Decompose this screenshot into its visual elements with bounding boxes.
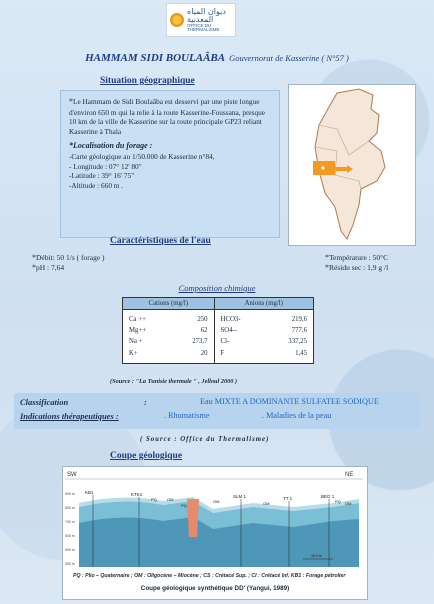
cations-header: Cations (mg/l) [123,298,215,310]
cation-row: Mg++ 62 [129,327,208,335]
cation-row: Na + 273,7 [129,338,208,346]
composition-source: (Source : "La Tunisie thermale " , Jelloul 2000 ) [110,378,238,385]
classification-colon: : [144,397,147,407]
localisation-line: - Longitude : 07° 12' 80" [69,161,142,171]
well-label: SLM 1 [233,494,247,499]
cation-row: Ca ++ 250 [129,316,208,323]
y-tick: 700 m [65,520,75,524]
situation-description: *Le Hammam de Sidi Boulaâba est desservi par une piste longue d'environ 650 m qui la relie à la route Kasserine-Foussana, presque 10 km de la ville de Kasserine sur la route principale GP23 reliant Kasserine à Thala [69,97,266,136]
indication-peau: . Maladies de la peau [262,411,332,420]
indication-rhumatisme: . Rhumatisme [164,411,210,420]
anion-row: SO4-- 777,6 [220,327,307,335]
office-logo [166,3,236,37]
well-label: TT 1 [283,496,293,501]
layer-label: OM [263,501,270,506]
localisation-line: -Carte géologique au 1/50.000 de Kasserine n°84, [69,151,215,161]
situation-heading: Situation géographique [100,76,195,86]
temperature-value: *Température : 50°C [325,253,389,262]
layer-label: OM [213,499,220,504]
localisation-heading: *Localisation du forage : [69,141,153,151]
debit-value: *Débit: 50 1/s ( forage ) [32,253,105,262]
cations-cell [123,310,215,364]
classification-source: ( Source : Office du Thermalisme) [140,436,270,443]
logo-arabic: ديوان المياه المعدنية [187,6,226,24]
cation-row: K+ 20 [129,349,208,357]
y-tick: 400 m [65,562,75,566]
anions-header: Anions (mg/l) [214,298,313,310]
hammam-name: HAMMAM SIDI BOULAÂBA [85,52,226,64]
geological-section [62,466,368,600]
direction-ne: NE [345,472,354,478]
composition-table [122,297,314,364]
well-label: KTK1 [131,492,143,497]
situation-box [60,90,280,238]
coupe-caption: PQ : Plio – Quaternaire ; OM : Oligocène – Miocène ; CS : Crétacé Sup. ; CI : Crétacé Inf. KB1 : Forage pétrolier [73,573,346,579]
ph-value: *pH : 7,64 [32,263,65,272]
classification-label: Classification [20,397,69,407]
coupe-heading: Coupe géologique [110,451,183,461]
well-label: BEG 1 [321,494,335,499]
tunisia-location-map [288,84,416,246]
layer-label: OM [167,497,174,502]
layer-label: PQ [151,497,157,502]
residu-sec-value: *Résidu sec : 1,9 g /l [325,263,389,272]
y-tick: 800 m [65,506,75,510]
scale-label: 10 Km [311,554,322,558]
y-tick: 600 m [65,534,75,538]
layer-label: PQ [335,499,341,504]
localisation-line: -Altitude : 660 m . [69,180,124,190]
well-label: KB1 [85,490,94,495]
direction-sw: SW [67,472,77,478]
layer-label: OM [345,501,352,506]
caracteristiques-heading: Caractéristiques de l'eau [110,236,211,246]
anion-row: HCO3- 219,6 [220,316,307,323]
y-tick: 900 m [65,492,75,496]
anion-row: F 1,45 [220,349,307,357]
indications-label: Indications thérapeutiques : [20,411,119,421]
logo-french: OFFICE DU THERMALISME [187,22,220,32]
anion-row: Cl- 337,25 [220,338,307,346]
sun-logo-icon [170,13,184,27]
spring-plume [187,499,199,537]
layer-label: PQ [181,503,187,508]
composition-heading: Composition chimique [178,283,256,293]
gouvernorat: Gouvernorat de Kasserine ( N°57 ) [229,53,349,63]
anions-cell [214,310,313,364]
localisation-line: -Latitude : 39° 16' 75" [69,171,135,181]
coupe-title: Coupe géologique synthétique DD' (Yangui, 1989) [140,585,290,592]
classification-value: Eau MIXTE A DOMINANTE SULFATEE SODIQUE [200,397,379,406]
page-title [0,48,434,66]
y-tick: 500 m [65,548,75,552]
